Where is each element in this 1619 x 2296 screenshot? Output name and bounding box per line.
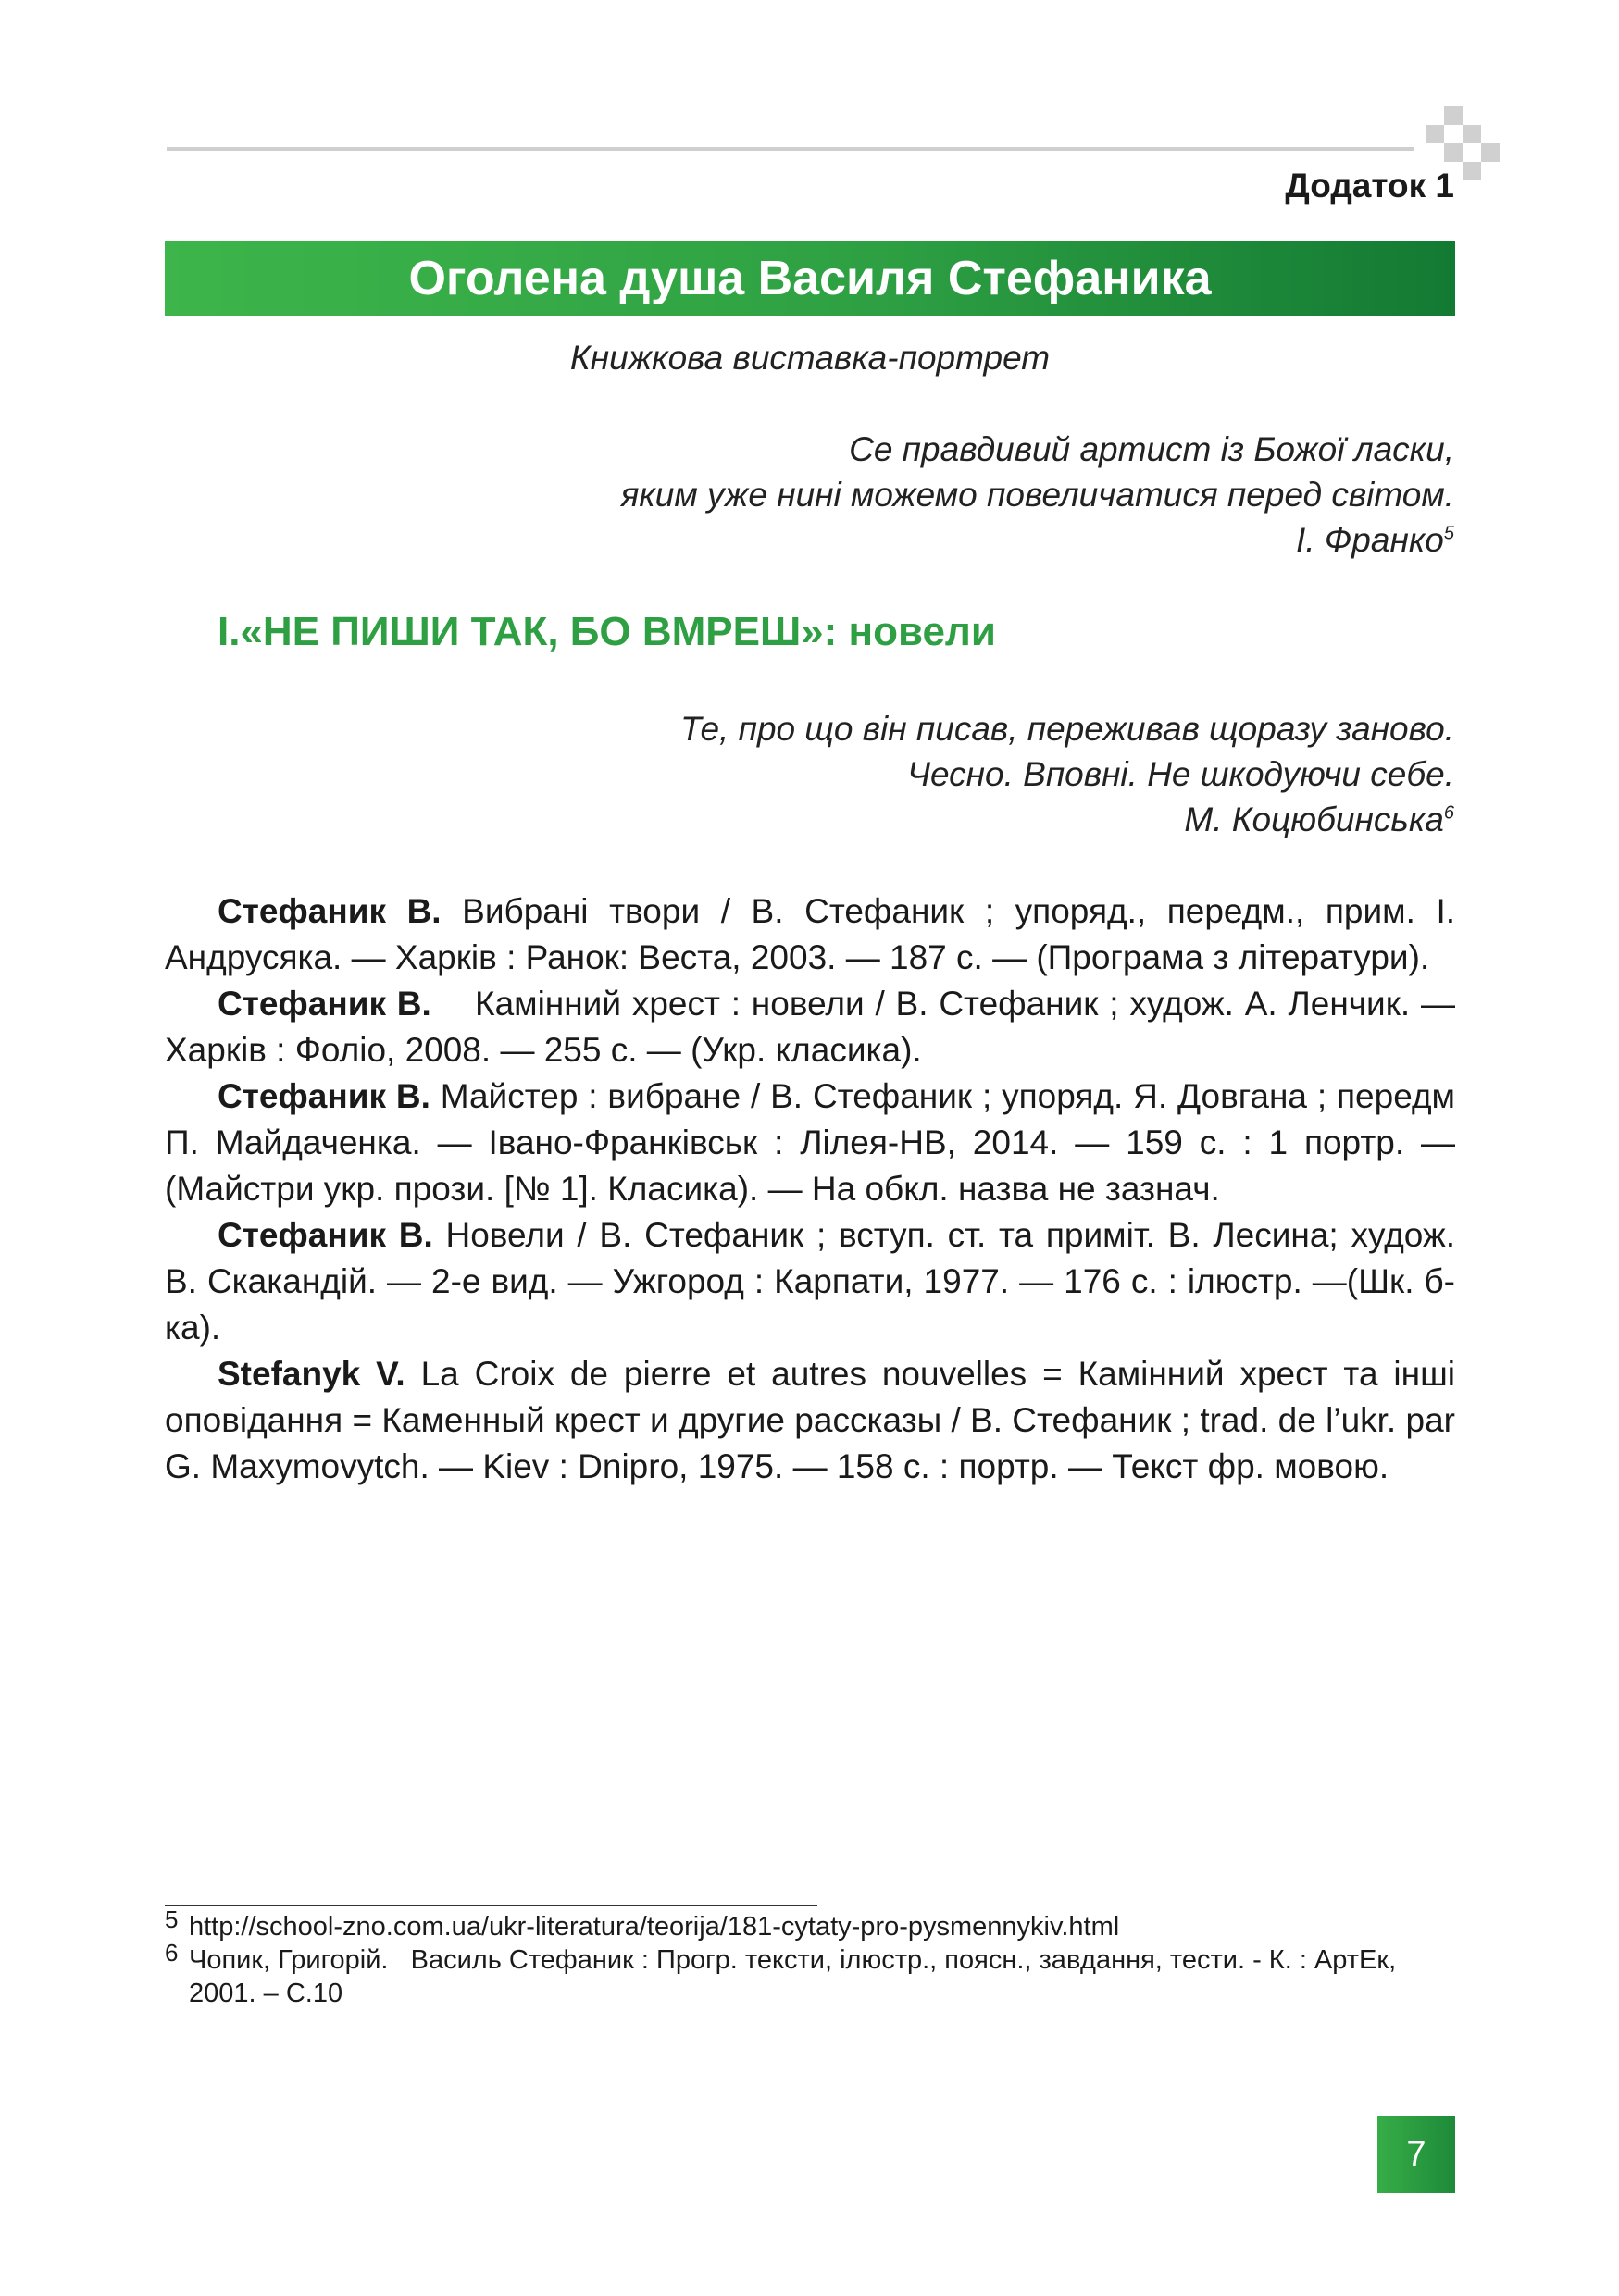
- epigraph-author: [621, 517, 1454, 563]
- bib-text: Вибрані твори / В. Стефаник ; упоряд., передм., прим. І. Андрусяка. — Харків : Ранок: Веста, 2003. — 187 с. — (Програма з літератури).: [165, 892, 1456, 976]
- bib-author: Стефаник В.: [218, 985, 431, 1023]
- subtitle: Книжкова виставка-портрет: [569, 339, 1051, 377]
- epigraph-author-name: І. Франко: [1296, 521, 1444, 559]
- bib-author: Стефаник В.: [218, 1216, 433, 1254]
- bib-text: La Croix de pierre et autres nouvelles = Камінний хрест та інші оповідання = Каменный крест и другие рассказы / В. Стефаник ; trad. de l’ukr. par G. Maxymovytch. — Kiev : Dnipro, 1975. — 158 с. : портр. — Текст фр. мовою.: [165, 1355, 1455, 1485]
- footnote-number: 6: [165, 1939, 179, 1967]
- epigraph-line: Те, про що він писав, переживав щоразу заново.: [680, 710, 1454, 748]
- epigraph-kotsiubynska: [680, 706, 1454, 842]
- bibliography-entry: [165, 888, 1455, 981]
- bib-text: Новели / В. Стефаник ; вступ. ст. та приміт. В. Лесина; худож. В. Скакандій. — 2-е вид. — Ужгород : Карпати, 1977. — 176 с. : ілюстр. —(Шк. б-ка).: [165, 1216, 1456, 1347]
- footnote-ref[interactable]: 5: [1443, 523, 1454, 544]
- bibliography-entry: [165, 981, 1465, 1074]
- epigraph-line: Чесно. Вповні. Не шкодуючи себе.: [907, 755, 1454, 793]
- bib-author: Стефаник В.: [218, 892, 442, 930]
- epigraph-author-name: М. Коцюбинська: [1184, 800, 1444, 838]
- title-banner: [165, 241, 1455, 316]
- epigraph-franko: [621, 427, 1454, 563]
- bib-text: Камінний хрест : новели / В. Стефаник ; худож. А. Ленчик. — Харків : Фоліо, 2008. — 255 с. — (Укр. класика).: [165, 985, 1465, 1069]
- bib-author: Stefanyk V.: [218, 1355, 405, 1393]
- section-heading: І.«НЕ ПИШИ ТАК, БО ВМРЕШ»: новели: [218, 609, 996, 654]
- epigraph-line: яким уже нині можемо повеличатися перед світом.: [620, 476, 1454, 514]
- footnote-divider: [165, 1905, 817, 1906]
- footnote: [165, 1905, 1455, 1943]
- footnote-ref[interactable]: 6: [1443, 802, 1454, 824]
- footnote-number: 5: [165, 1905, 179, 1933]
- epigraph-line: Се правдивий артист із Божої ласки,: [849, 430, 1454, 468]
- bibliography-entry: [165, 1212, 1455, 1351]
- appendix-label: Додаток 1: [1285, 167, 1454, 205]
- footnote: [165, 1939, 1455, 2010]
- header-rule: [167, 147, 1414, 151]
- bibliography-list: [165, 888, 1465, 1490]
- footnotes: [165, 1905, 1455, 2010]
- page-number: 7: [1377, 2116, 1455, 2193]
- bib-text: Майстер : вибране / В. Стефаник ; упоряд. Я. Довгана ; передм П. Майдаченка. — Івано-Франківськ : Лілея-НВ, 2014. — 159 с. : 1 портр. —(Майстри укр. прози. [№ 1]. Класика). — На обкл. назва не зазнач.: [165, 1077, 1455, 1208]
- bibliography-entry: [165, 1351, 1455, 1490]
- footnote-text: Чопик, Григорій. Василь Стефаник : Прогр. тексти, ілюстр., поясн., завдання, тести. - К. : АртЕк, 2001. – С.10: [189, 1945, 1404, 2008]
- bib-author: Стефаник В.: [218, 1077, 430, 1115]
- footnote-link[interactable]: http://school-zno.com.ua/ukr-literatura/teorija/181-cytaty-pro-pysmennykiv.html: [189, 1912, 1120, 1942]
- bibliography-entry: [165, 1074, 1455, 1212]
- page-title: Оголена душа Василя Стефаника: [408, 251, 1212, 305]
- epigraph-author: [680, 797, 1454, 842]
